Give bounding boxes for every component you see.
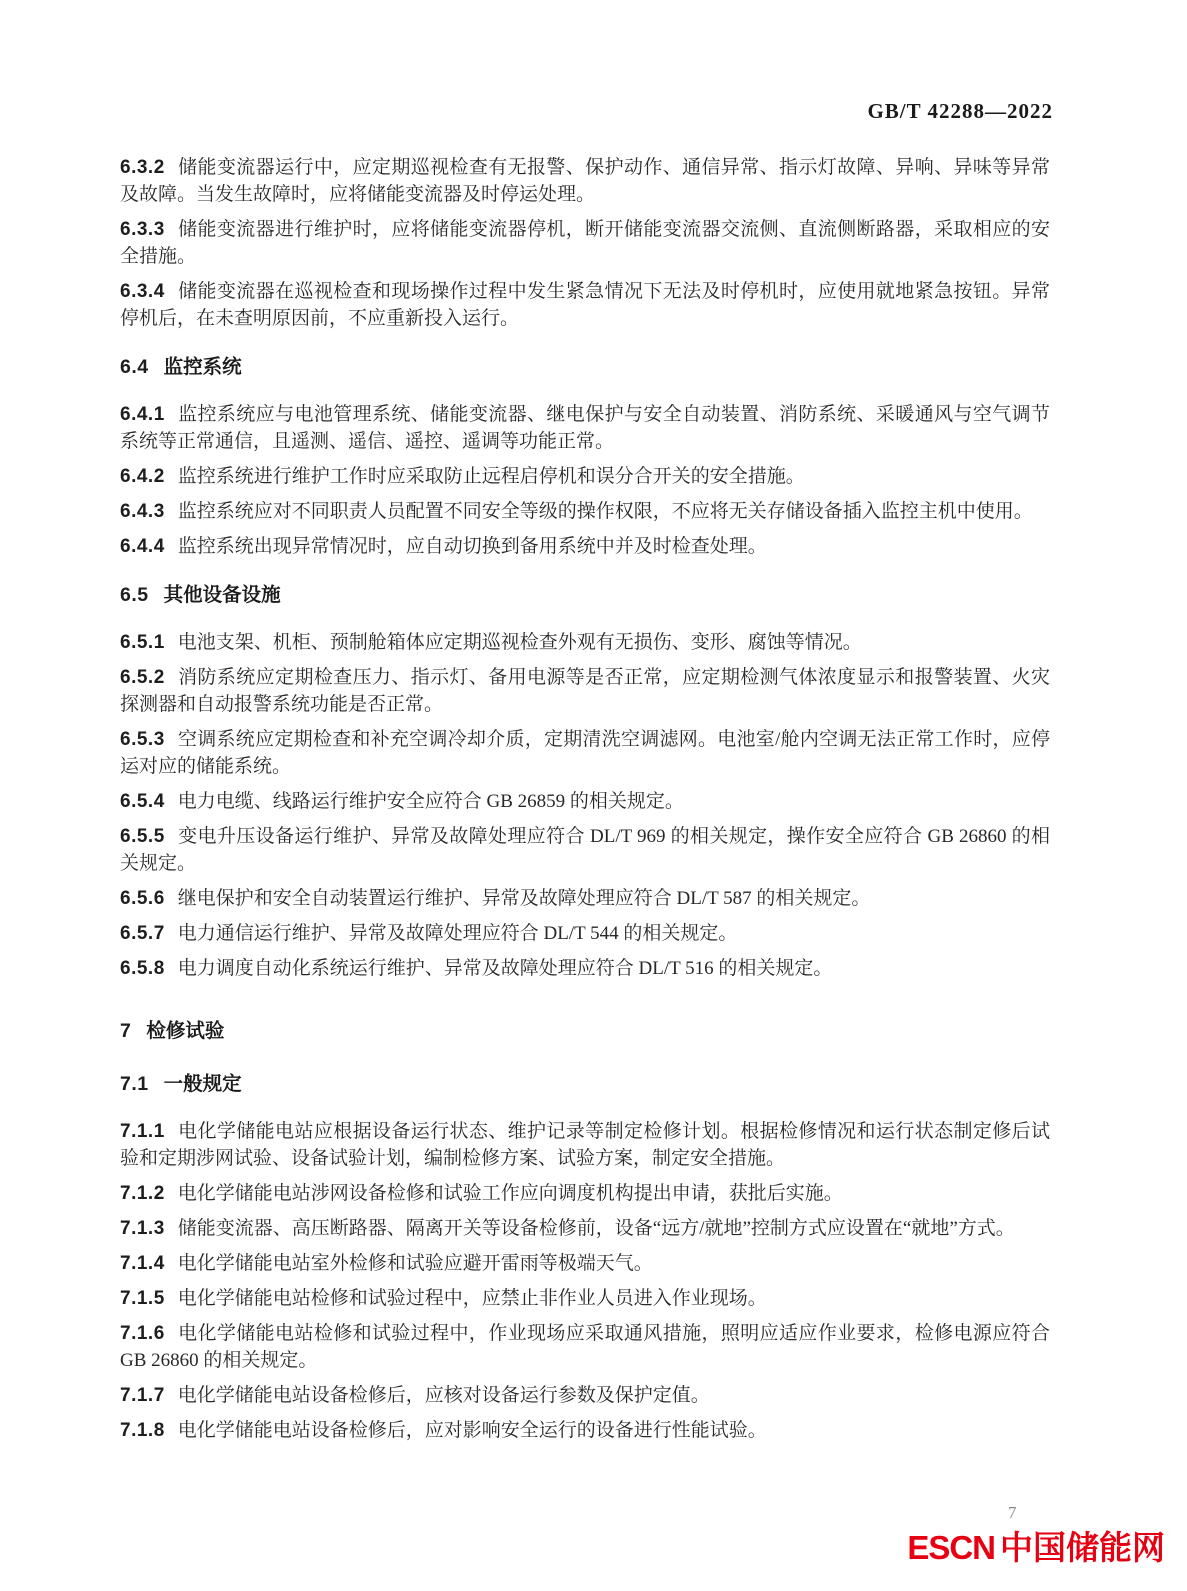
clause-6-5-4 (120, 788, 1050, 815)
clause-number: 7.1.8 (120, 1420, 165, 1441)
escn-watermark-logo (907, 1530, 1165, 1566)
clause-6-5-5 (120, 823, 1050, 877)
clause-number: 6.5.6 (120, 888, 165, 909)
clause-number: 6.5.8 (120, 958, 165, 979)
section-heading-6-5 (120, 582, 1050, 609)
clause-6-5-2 (120, 664, 1050, 718)
clause-text: 空调系统应定期检查和补充空调冷却介质，定期清洗空调滤网。电池室/舱内空调无法正常工作时，应停运对应的储能系统。 (120, 729, 1050, 777)
clause-7-1-2 (120, 1180, 1050, 1207)
clause-text: 电化学储能电站涉网设备检修和试验工作应向调度机构提出申请，获批后实施。 (177, 1183, 843, 1204)
clause-number: 6.3.3 (120, 219, 165, 240)
clause-text: 储能变流器在巡视检查和现场操作过程中发生紧急情况下无法及时停机时，应使用就地紧急按钮。异常停机后，在未查明原因前，不应重新投入运行。 (120, 281, 1050, 329)
section-heading-6-4 (120, 354, 1050, 381)
clause-6-5-7 (120, 920, 1050, 947)
page-number: 7 (1008, 1503, 1017, 1522)
clause-7-1-5 (120, 1285, 1050, 1312)
clause-6-4-1 (120, 401, 1050, 455)
clause-text: 储能变流器运行中，应定期巡视检查有无报警、保护动作、通信异常、指示灯故障、异响、异味等异常及故障。当发生故障时，应将储能变流器及时停运处理。 (120, 157, 1050, 205)
clause-text: 监控系统出现异常情况时，应自动切换到备用系统中并及时检查处理。 (177, 536, 767, 557)
clause-6-5-3 (120, 726, 1050, 780)
clause-text: 电化学储能电站设备检修后，应对影响安全运行的设备进行性能试验。 (177, 1420, 767, 1441)
clause-6-3-3 (120, 216, 1050, 270)
clause-number: 7.1.4 (120, 1253, 165, 1274)
clause-6-4-2 (120, 463, 1050, 490)
clause-text: 继电保护和安全自动装置运行维护、异常及故障处理应符合 DL/T 587 的相关规定。 (177, 888, 871, 909)
clause-text: 监控系统应对不同职责人员配置不同安全等级的操作权限，不应将无关存储设备插入监控主机中使用。 (177, 501, 1033, 522)
clause-number: 7.1.5 (120, 1288, 165, 1309)
clause-6-3-2 (120, 154, 1050, 208)
escn-logo-cn-text: 中国储能网 (1000, 1529, 1165, 1566)
clause-text: 电池支架、机柜、预制舱箱体应定期巡视检查外观有无损伤、变形、腐蚀等情况。 (177, 632, 862, 653)
clause-6-3-4 (120, 278, 1050, 332)
clause-number: 6.5.7 (120, 923, 165, 944)
clause-text: 电化学储能电站室外检修和试验应避开雷雨等极端天气。 (177, 1253, 653, 1274)
chapter-number: 7 (120, 1020, 132, 1042)
clause-number: 6.5.3 (120, 729, 165, 750)
clause-number: 7.1.7 (120, 1385, 165, 1406)
clause-7-1-8 (120, 1417, 1050, 1444)
clause-number: 7.1.2 (120, 1183, 165, 1204)
clause-6-4-4 (120, 533, 1050, 560)
clause-7-1-3 (120, 1215, 1050, 1242)
clause-number: 6.4.1 (120, 404, 165, 425)
section-number: 7.1 (120, 1073, 149, 1095)
clause-number: 6.5.5 (120, 826, 165, 847)
clause-number: 6.4.3 (120, 501, 165, 522)
chapter-heading-7 (120, 1018, 1050, 1045)
clause-text: 变电升压设备运行维护、异常及故障处理应符合 DL/T 969 的相关规定，操作安全应符合 GB 26860 的相关规定。 (120, 826, 1050, 874)
clause-number: 7.1.3 (120, 1218, 165, 1239)
clause-number: 7.1.6 (120, 1323, 165, 1344)
clause-6-5-6 (120, 885, 1050, 912)
clause-6-4-3 (120, 498, 1050, 525)
clause-number: 6.5.4 (120, 791, 165, 812)
escn-logo-text: ESCN (907, 1529, 995, 1566)
clause-number: 6.5.2 (120, 667, 165, 688)
section-title: 监控系统 (163, 356, 242, 378)
clause-number: 6.3.4 (120, 281, 165, 302)
section-heading-7-1 (120, 1071, 1050, 1098)
clause-7-1-4 (120, 1250, 1050, 1277)
section-number: 6.4 (120, 356, 149, 378)
clause-text: 电化学储能电站设备检修后，应核对设备运行参数及保护定值。 (177, 1385, 710, 1406)
clause-text: 储能变流器进行维护时，应将储能变流器停机，断开储能变流器交流侧、直流侧断路器，采取相应的安全措施。 (120, 219, 1050, 267)
clause-7-1-6 (120, 1320, 1050, 1374)
clause-number: 6.5.1 (120, 632, 165, 653)
clause-text: 电力电缆、线路运行维护安全应符合 GB 26859 的相关规定。 (177, 791, 684, 812)
clause-6-5-8 (120, 955, 1050, 982)
chapter-title: 检修试验 (146, 1020, 225, 1042)
standard-code-header: GB/T 42288—2022 (867, 99, 1053, 123)
section-number: 6.5 (120, 584, 149, 606)
clause-text: 电化学储能电站应根据设备运行状态、维护记录等制定检修计划。根据检修情况和运行状态制定修后试验和定期涉网试验、设备试验计划，编制检修方案、试验方案，制定安全措施。 (120, 1121, 1050, 1169)
clause-text: 储能变流器、高压断路器、隔离开关等设备检修前，设备“远方/就地”控制方式应设置在“就地”方式。 (177, 1218, 1015, 1239)
clause-text: 电力调度自动化系统运行维护、异常及故障处理应符合 DL/T 516 的相关规定。 (177, 958, 833, 979)
clause-7-1-7 (120, 1382, 1050, 1409)
clause-text: 电化学储能电站检修和试验过程中，作业现场应采取通风措施，照明应适应作业要求，检修电源应符合 GB 26860 的相关规定。 (120, 1323, 1050, 1371)
clause-text: 消防系统应定期检查压力、指示灯、备用电源等是否正常，应定期检测气体浓度显示和报警装置、火灾探测器和自动报警系统功能是否正常。 (120, 667, 1050, 715)
clause-number: 6.4.2 (120, 466, 165, 487)
document-body (120, 122, 1050, 1444)
clause-number: 6.3.2 (120, 157, 165, 178)
clause-6-5-1 (120, 629, 1050, 656)
clause-text: 监控系统应与电池管理系统、储能变流器、继电保护与安全自动装置、消防系统、采暖通风与空气调节系统等正常通信，且遥测、遥信、遥控、遥调等功能正常。 (120, 404, 1050, 452)
clause-number: 7.1.1 (120, 1121, 165, 1142)
clause-text: 电力通信运行维护、异常及故障处理应符合 DL/T 544 的相关规定。 (177, 923, 738, 944)
section-title: 一般规定 (163, 1073, 242, 1095)
section-title: 其他设备设施 (163, 584, 281, 606)
clause-number: 6.4.4 (120, 536, 165, 557)
clause-text: 电化学储能电站检修和试验过程中，应禁止非作业人员进入作业现场。 (177, 1288, 767, 1309)
clause-7-1-1 (120, 1118, 1050, 1172)
clause-text: 监控系统进行维护工作时应采取防止远程启停机和误分合开关的安全措施。 (177, 466, 805, 487)
